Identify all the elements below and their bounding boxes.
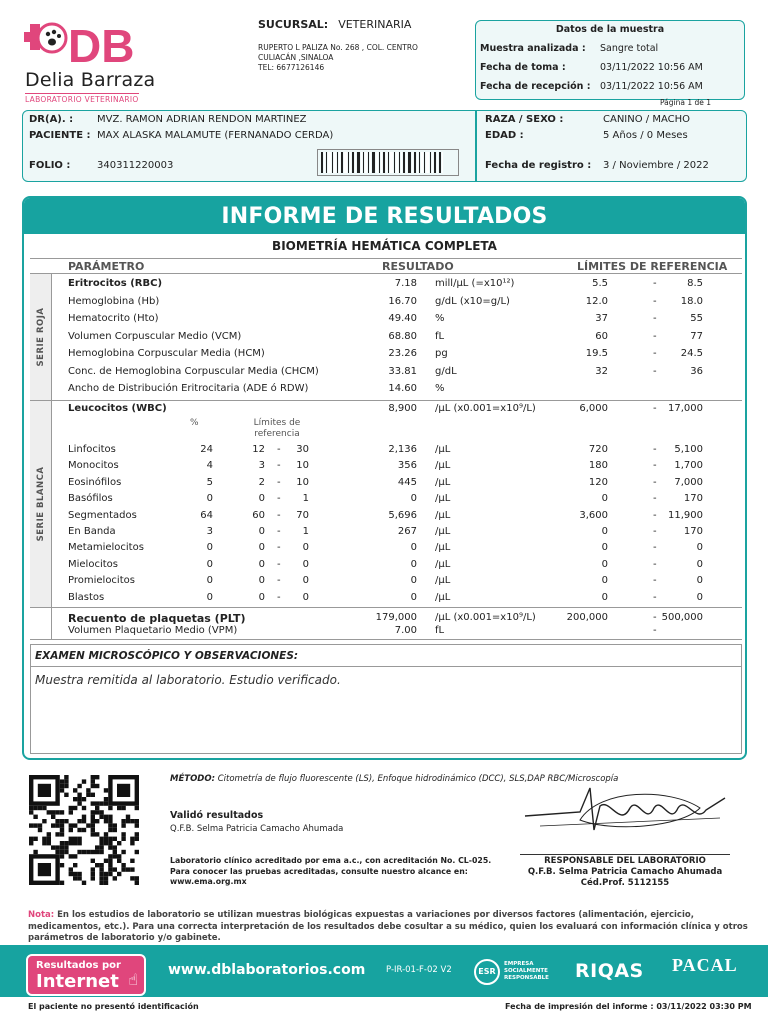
logo-mark	[22, 18, 152, 70]
branch-address	[258, 43, 418, 73]
note: Nota: En los estudios de laboratorio se utilizan muestras biológicas expuestas a variaciones por diversos factores (alimentación, ejercicio, medicamentos, etc.). Para una correcta interpretación de los resultados debe cosultar a su médico, quien los evaluará con información clínica y otros parámetros de laboratorio y/o gabinete.	[28, 910, 748, 943]
white-series-row: Mielocitos 0 0 - 0 0 /µL 0 - 0	[68, 558, 703, 570]
no-id-notice: El paciente no presentó identificación	[28, 1002, 199, 1011]
branch	[258, 18, 411, 31]
white-series-row: Linfocitos 24 12 - 30 2,136 /µL 720 - 5,100	[68, 444, 703, 455]
pacal-logo: PACAL	[672, 955, 738, 975]
sample-data-box	[475, 20, 745, 100]
red-series-row: Hematocrito (Hto) 49.40 % 37 - 55	[68, 313, 703, 324]
signature	[520, 768, 730, 848]
internet-results-button[interactable]: Resultados por Internet ☝	[26, 954, 146, 996]
age-row: EDAD : 5 Años / 0 Meses	[485, 130, 688, 141]
red-series-label: SERIE ROJA	[30, 274, 52, 400]
print-date: Fecha de impresión del informe : 03/11/2022 03:30 PM	[505, 1002, 752, 1011]
results-report	[22, 196, 747, 760]
registration-row: Fecha de registro : 3 / Noviembre / 2022	[485, 160, 709, 171]
logo-letters: DB	[68, 20, 135, 70]
validating-chemist: Q.F.B. Selma Patricia Camacho Ahumada	[170, 824, 344, 834]
accreditation: Laboratorio clínico acreditado por ema a.c., con acreditación No. CL-025. Para conocer las pruebas acreditadas, consulte nuestro alcance en: www.ema.org.mx	[170, 856, 492, 886]
vpm-row: Volumen Plaquetario Medio (VPM) 7.00 fL -	[68, 625, 657, 636]
method: MÉTODO: Citometría de flujo fluorescente (LS), Enfoque hidrodinámico (DCC), SLS,DAP RBC/Microscopía	[170, 774, 619, 784]
white-series-row: Metamielocitos 0 0 - 0 0 /µL 0 - 0	[68, 542, 703, 554]
white-series-row: Basófilos 0 0 - 1 0 /µL 0 - 170	[68, 493, 703, 505]
observations	[30, 644, 742, 754]
doctor-row: DR(A). : MVZ. RAMON ADRIAN RENDON MARTINEZ	[29, 114, 307, 125]
riqas-logo: RIQAS	[575, 960, 644, 982]
plt-row: Recuento de plaquetas (PLT) 179,000 /µL (x0.001=x10⁹/L) 200,000 - 500,000	[68, 612, 703, 625]
header-limits: LÍMITES DE REFERENCIA	[577, 260, 728, 273]
white-series-label: SERIE BLANCA	[30, 401, 52, 607]
observations-text: Muestra remitida al laboratorio. Estudio verificado.	[35, 673, 341, 687]
pct-header: %	[190, 418, 199, 428]
red-series-row: Ancho de Distribución Eritrocitaria (ADE ó RDW) 14.60 %	[68, 383, 445, 394]
red-series-row: Hemoglobina Corpuscular Media (HCM) 23.26 pg 19.5 - 24.5	[68, 348, 703, 359]
wbc-values	[24, 401, 747, 418]
sample-row: Muestra analizada : Sangre total	[480, 43, 659, 54]
sample-row: Fecha de toma : 03/11/2022 10:56 AM	[480, 62, 703, 73]
white-series-row: Monocitos 4 3 - 10 356 /µL 180 - 1,700	[68, 460, 703, 472]
esr-logo: ESR EMPRESA SOCIALMENTE RESPONSABLE	[474, 955, 554, 989]
white-series-row: Promielocitos 0 0 - 0 0 /µL 0 - 0	[68, 575, 703, 587]
website-link[interactable]: www.dblaboratorios.com	[168, 962, 366, 978]
red-series-row: Conc. de Hemoglobina Corpuscular Media (CHCM) 33.81 g/dL 32 - 36	[68, 365, 703, 377]
validated-label: Validó resultados	[170, 810, 264, 821]
sample-row: Fecha de recepción : 03/11/2022 10:56 AM	[480, 81, 703, 92]
red-series-row: Hemoglobina (Hb) 16.70 g/dL (x10=g/L) 12.0 - 18.0	[68, 295, 703, 307]
address-line: CULIACÁN ,SINALOA	[258, 53, 334, 62]
sample-title: Datos de la muestra	[555, 24, 665, 35]
white-series-row: Blastos 0 0 - 0 0 /µL 0 - 0	[68, 591, 703, 603]
brand-name: Delia Barraza	[25, 69, 156, 91]
qr-code	[28, 772, 140, 890]
patient-row: PACIENTE : MAX ALASKA MALAMUTE (FERNANADO CERDA)	[29, 130, 334, 141]
hand-cursor-icon: ☝	[128, 970, 138, 989]
branch-value: VETERINARIA	[338, 18, 412, 31]
brand-subtitle: LABORATORIO VETERINARIO	[25, 95, 139, 104]
breed-row: RAZA / SEXO : CANINO / MACHO	[485, 114, 690, 125]
report-subtitle: BIOMETRÍA HEMÁTICA COMPLETA	[272, 239, 497, 253]
ref-header: Límites de referencia	[253, 418, 301, 439]
wbc-row: Leucocitos (WBC) 8,900 /µL (x0.001=x10⁹/L) 6,000 - 17,000	[68, 403, 703, 414]
report-title: INFORME DE RESULTADOS	[24, 198, 745, 234]
red-series-row: Eritrocitos (RBC) 7.18 mill/µL (=x10¹²) 5.5 - 8.5	[68, 278, 703, 289]
observations-title: EXAMEN MICROSCÓPICO Y OBSERVACIONES:	[31, 645, 741, 667]
address-line: TEL: 6677126146	[258, 63, 325, 72]
header-param: PARÁMETRO	[68, 260, 145, 273]
lab-responsible: RESPONSABLE DEL LABORATORIO Q.F.B. Selma Patricia Camacho Ahumada Céd.Prof. 5112155	[520, 854, 730, 889]
folio-row: FOLIO : 340311220003	[29, 160, 174, 171]
red-series-row: Volumen Corpuscular Medio (VCM) 68.80 fL 60 - 77	[68, 330, 703, 342]
white-series-row: Eosinófilos 5 2 - 10 445 /µL 120 - 7,000	[68, 476, 703, 488]
header-result: RESULTADO	[382, 260, 454, 273]
barcode	[317, 149, 459, 176]
white-series-row: Segmentados 64 60 - 70 5,696 /µL 3,600 - 11,900	[68, 509, 703, 521]
page-number: Página 1 de 1	[660, 98, 712, 107]
document-code: P-IR-01-F-02 V2	[386, 965, 452, 975]
address-line: RUPERTO L PALIZA No. 268 , COL. CENTRO	[258, 43, 418, 52]
branch-label: SUCURSAL:	[258, 18, 329, 31]
white-series-row: En Banda 3 0 - 1 267 /µL 0 - 170	[68, 526, 703, 537]
lab-logo	[22, 18, 156, 106]
